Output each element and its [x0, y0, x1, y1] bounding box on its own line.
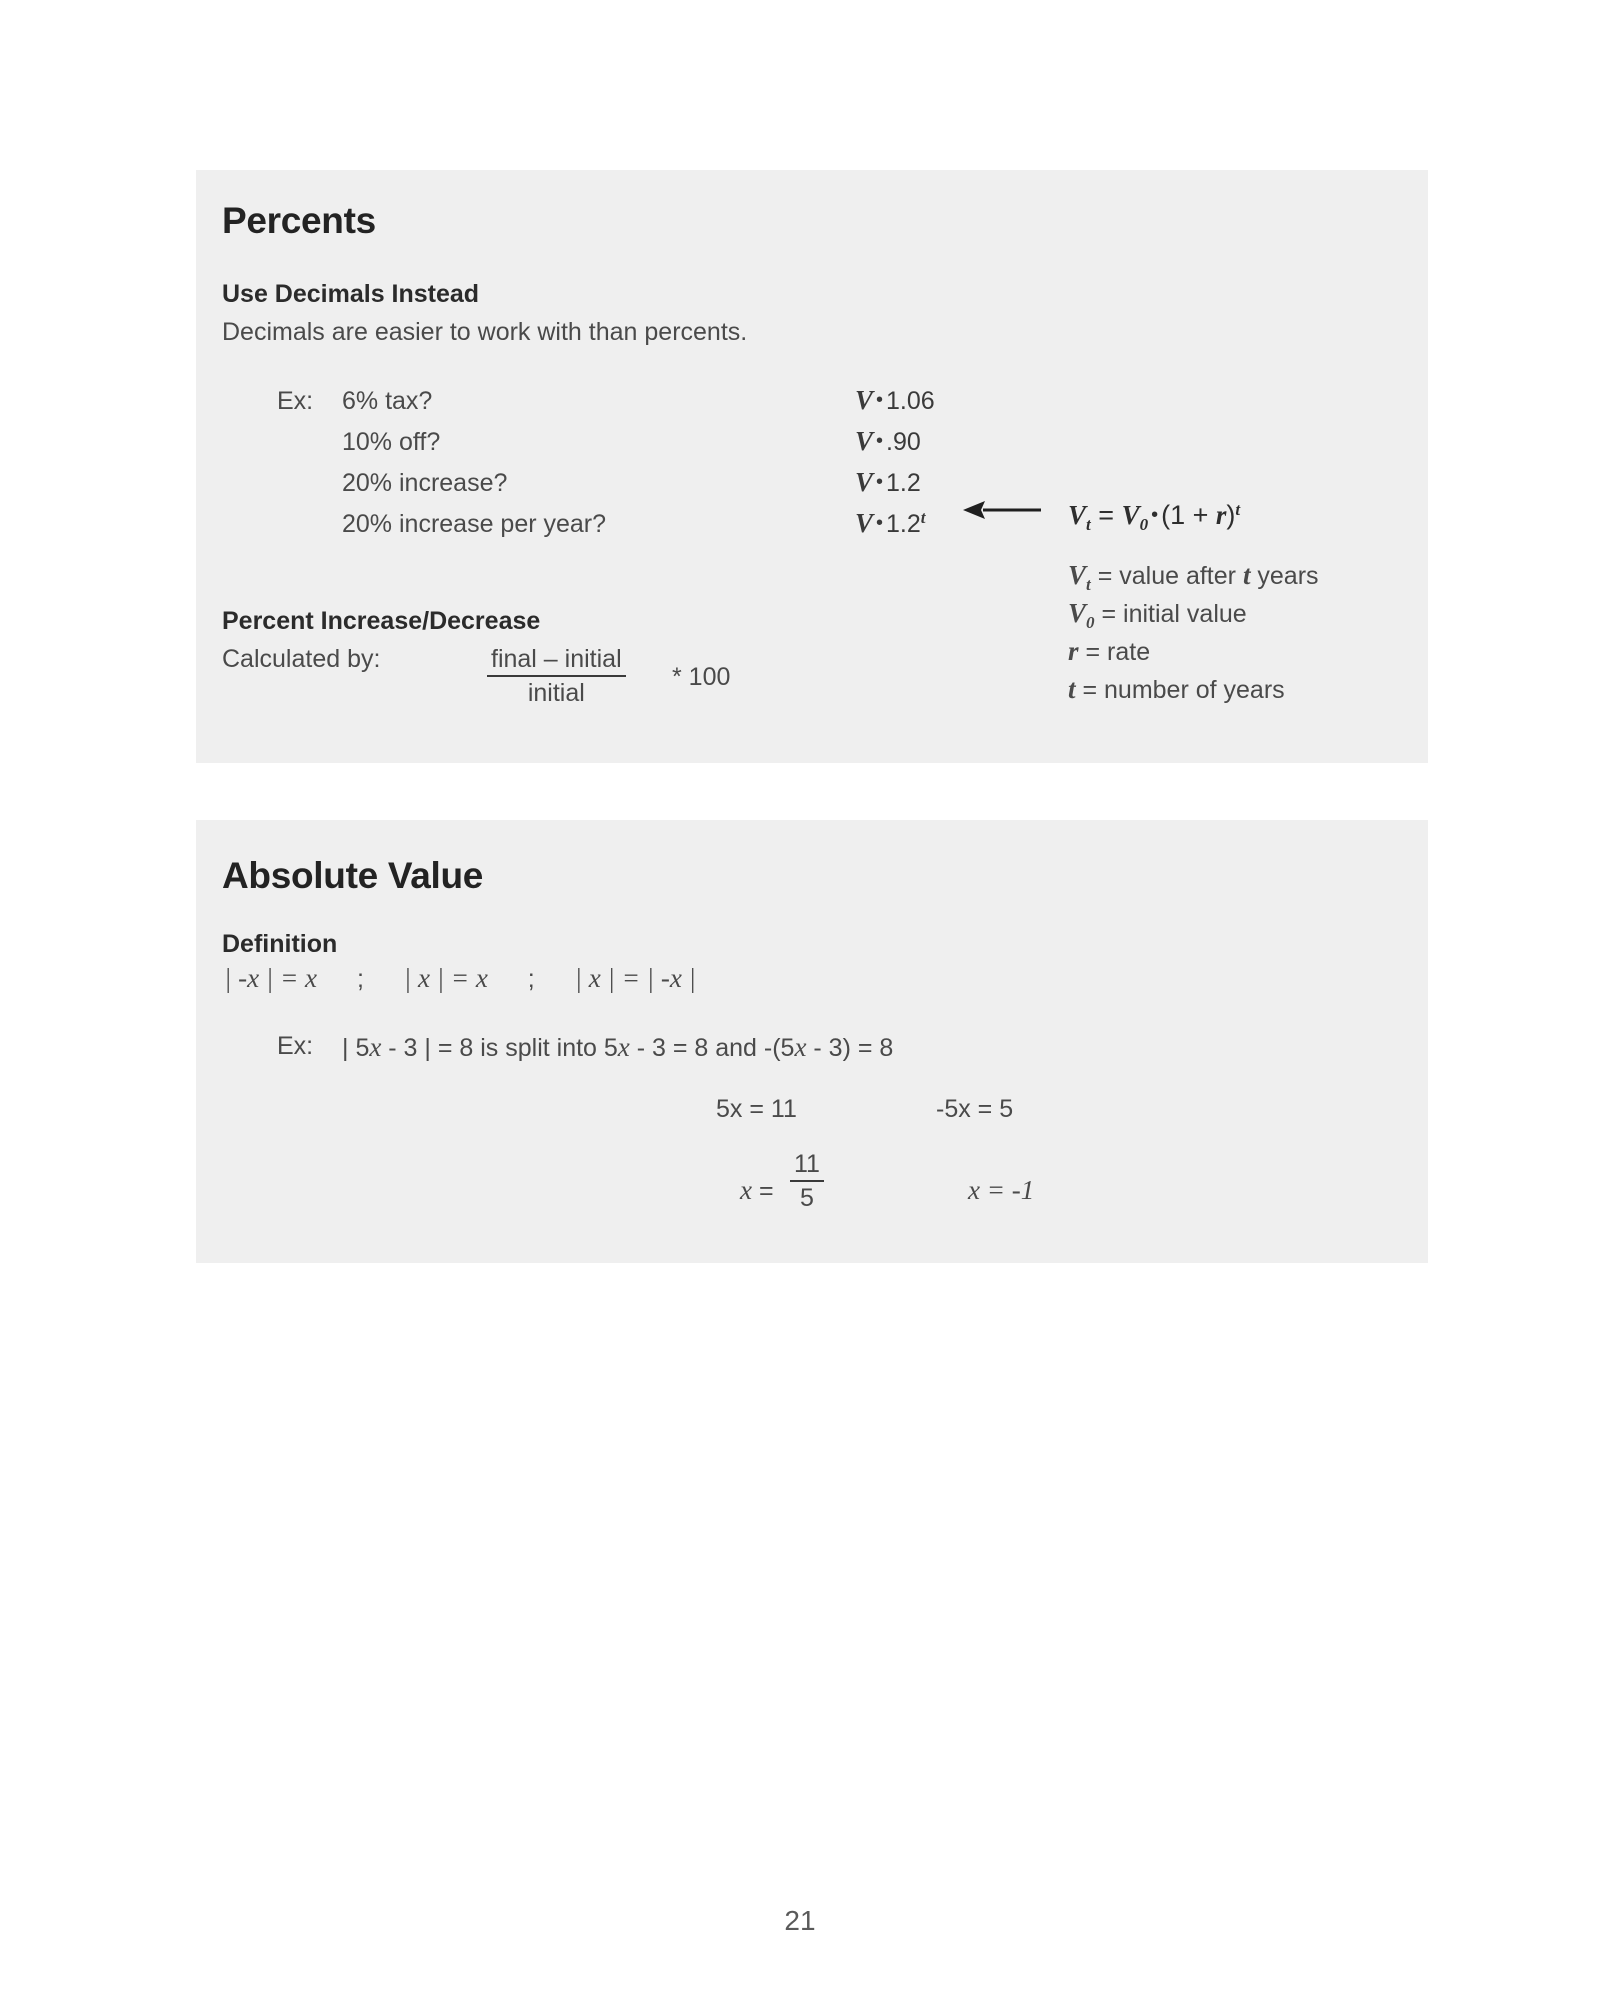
- definition-heading: Definition: [222, 930, 338, 958]
- legend-symbol: V: [1068, 560, 1087, 590]
- use-decimals-heading: Use Decimals Instead: [222, 280, 480, 308]
- calculated-by-label: Calculated by:: [222, 645, 381, 673]
- formula-rate-variable: r: [1215, 500, 1227, 530]
- formula-lhs-variable: V: [1068, 500, 1087, 530]
- answer-variable: V: [855, 385, 874, 415]
- answer-variable: V: [855, 467, 874, 497]
- formula-paren-close: ): [1226, 500, 1236, 530]
- formula-lhs-subscript: t: [1086, 515, 1091, 534]
- answer-value: 1.06: [886, 387, 935, 415]
- growth-formula: [1068, 500, 1240, 535]
- formula-rhs-variable: V: [1121, 500, 1140, 530]
- percent-change-fraction: [487, 645, 626, 707]
- statement-variable: x: [794, 1032, 807, 1062]
- branch-left-solution: [740, 1175, 774, 1206]
- formula-equals: =: [1098, 500, 1115, 530]
- example-answer: [855, 508, 926, 539]
- statement-end: - 3) = 8: [806, 1034, 894, 1062]
- absolute-value-ex-label: Ex:: [277, 1032, 314, 1060]
- statement-post: - 3 | = 8 is split into 5: [381, 1034, 618, 1062]
- multiplication-dot-icon: •: [876, 389, 884, 411]
- legend-text: = initial value: [1101, 600, 1247, 628]
- fraction-bar: [790, 1180, 824, 1182]
- answer-value: 1.2: [886, 510, 921, 538]
- identity-separator: ;: [527, 965, 535, 993]
- example-question: 20% increase?: [342, 469, 508, 497]
- legend-line: [1068, 598, 1247, 633]
- example-answer: [855, 385, 935, 416]
- solution-equals: =: [758, 1177, 774, 1205]
- answer-variable: V: [855, 508, 874, 538]
- legend-tail: years: [1250, 562, 1319, 590]
- left-arrow-icon: [963, 498, 1041, 522]
- example-question: 6% tax?: [342, 387, 433, 415]
- solution-fraction: [790, 1150, 824, 1212]
- statement-pre: | 5: [342, 1034, 370, 1062]
- page-number: 21: [784, 1905, 816, 1936]
- legend-emphasis: t: [1242, 560, 1251, 590]
- fraction-multiplier: * 100: [672, 663, 731, 691]
- example-answer: [855, 467, 921, 498]
- branch-right-solution: [968, 1175, 1034, 1206]
- multiplication-dot-icon: •: [876, 471, 884, 493]
- page-title-absolute-value: Absolute Value: [222, 855, 484, 896]
- fraction-numerator: final – initial: [491, 645, 622, 673]
- legend-subscript: t: [1086, 575, 1091, 594]
- definition-identities: [224, 963, 696, 994]
- answer-variable: V: [855, 426, 874, 456]
- branch-right-equation-text: -5x = 5: [936, 1095, 1014, 1123]
- legend-symbol: r: [1068, 636, 1079, 666]
- fraction-numerator: 11: [794, 1150, 820, 1178]
- branch-right-equation: [936, 1095, 1013, 1124]
- multiplication-dot-icon: •: [876, 430, 884, 452]
- branch-left-equation-text: 5x = 11: [716, 1095, 797, 1123]
- legend-text: = number of years: [1082, 676, 1285, 704]
- legend-symbol: V: [1068, 598, 1087, 628]
- examples-ex-label: Ex:: [277, 387, 314, 415]
- example-answer: [855, 426, 921, 457]
- legend-subscript: 0: [1086, 613, 1095, 632]
- multiplication-dot-icon: •: [876, 512, 884, 534]
- legend-line: [1068, 636, 1150, 667]
- absolute-value-statement: [342, 1032, 893, 1063]
- example-question: 10% off?: [342, 428, 441, 456]
- formula-exponent: t: [1235, 500, 1241, 519]
- formula-rhs-subscript: 0: [1139, 515, 1149, 534]
- legend-line: [1068, 560, 1319, 595]
- solution-variable: x: [740, 1175, 752, 1205]
- legend-symbol: t: [1068, 674, 1076, 704]
- fraction-bar: [487, 675, 626, 677]
- identity-expression: | -x | = x: [224, 963, 318, 993]
- solution-text: x = -1: [968, 1175, 1035, 1205]
- fraction-denominator: initial: [527, 679, 585, 707]
- fraction-denominator: 5: [800, 1184, 814, 1212]
- legend-line: [1068, 674, 1285, 705]
- legend-text: = value after: [1097, 562, 1243, 590]
- formula-paren-open: (1 +: [1161, 500, 1216, 530]
- branch-left-equation: [716, 1095, 797, 1124]
- multiplication-dot-icon: •: [1151, 504, 1159, 526]
- answer-value: 1.2: [886, 469, 921, 497]
- identity-expression: | x | = x: [403, 963, 488, 993]
- percent-change-heading: Percent Increase/Decrease: [222, 607, 541, 635]
- use-decimals-description: Decimals are easier to work with than percents.: [222, 318, 748, 346]
- example-question: 20% increase per year?: [342, 510, 607, 538]
- statement-variable: x: [369, 1032, 382, 1062]
- answer-value: .90: [886, 428, 921, 456]
- identity-expression: | x | = | -x |: [574, 963, 696, 993]
- answer-exponent: t: [920, 508, 926, 527]
- legend-text: = rate: [1085, 638, 1151, 666]
- page-title-percents: Percents: [222, 200, 376, 241]
- statement-mid: - 3 = 8 and -(5: [629, 1034, 795, 1062]
- statement-variable: x: [617, 1032, 630, 1062]
- identity-separator: ;: [356, 965, 364, 993]
